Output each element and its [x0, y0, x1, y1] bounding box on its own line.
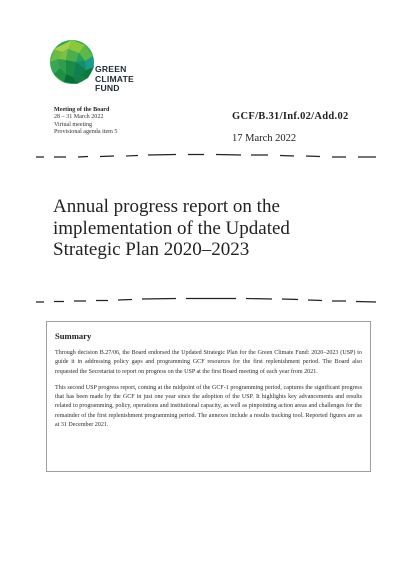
- logo-line-2: CLIMATE: [95, 73, 134, 84]
- gcf-logo: [49, 39, 189, 99]
- summary-paragraph-1: Through decision B.27/06, the Board endorsed the Updated Strategic Plan for the Green Climate Fund: 2020–2023 (USP) to guide it in addressing policy gaps and programming GCF resources for the first replenishment period. The Board also requested the Secretariat to report on progress on the USP at the first Board meeting of each year from 2021.: [55, 350, 362, 375]
- summary-paragraph-2: This second USP progress report, coming at the midpoint of the GCF-1 programming period, captures the significant progress that has been made by the GCF in just one year since the adoption of the USP. It highlights key advancements and results related to programming, policy, operations and institutional capacity, as well as pinpointing action areas and challenges for the remainder of the first replenishment programming period. The annexes include a results tracking tool. Reported figures are as at 31 December 2021.: [55, 384, 362, 429]
- document-title: [53, 196, 373, 261]
- summary-heading: Summary: [55, 331, 92, 341]
- title-line-3: Strategic Plan 2020–2023: [53, 239, 250, 260]
- title-line-1: Annual progress report on the: [53, 196, 280, 217]
- logo-line-3: FUND: [95, 83, 120, 94]
- meeting-mode: Virtual meeting: [54, 121, 93, 128]
- summary-box: [46, 321, 371, 472]
- document-date: 17 March 2022: [232, 133, 297, 144]
- logo-line-1: GREEN: [95, 64, 127, 74]
- document-reference: GCF/B.31/Inf.02/Add.02: [232, 111, 349, 122]
- meeting-title: Meeting of the Board: [54, 107, 110, 113]
- bottom-divider: [36, 296, 376, 304]
- logo-wordmark: [95, 65, 134, 94]
- meeting-dates: 28 – 31 March 2022: [54, 114, 104, 121]
- globe-logo-icon: [49, 39, 95, 85]
- meeting-agenda-item: Provisional agenda item 5: [54, 128, 118, 135]
- top-divider: [36, 152, 376, 160]
- title-line-2: implementation of the Updated: [53, 217, 290, 239]
- meeting-info: [54, 107, 214, 136]
